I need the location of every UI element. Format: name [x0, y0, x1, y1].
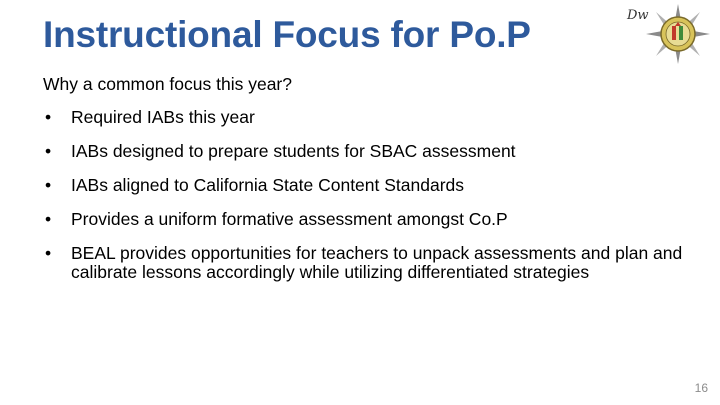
compass-rose-icon [624, 2, 718, 66]
bullet-text: IABs designed to prepare students for SBAC assessment [71, 141, 516, 161]
bullet-marker: • [45, 209, 52, 229]
bullet-marker: • [45, 243, 52, 263]
bullet-list [43, 108, 683, 297]
bullet-item [43, 176, 683, 195]
bullet-item [43, 244, 683, 282]
bullet-text: IABs aligned to California State Content Standards [71, 175, 465, 195]
bullet-marker: • [45, 107, 52, 127]
bullet-item [43, 210, 683, 229]
bullet-marker: • [45, 141, 52, 161]
bullet-text: Required IABs this year [71, 107, 255, 127]
page-number: 16 [694, 381, 708, 395]
district-logo [624, 2, 718, 66]
logo-text: Dw [627, 8, 649, 23]
bullet-marker: • [45, 175, 52, 195]
slide-subtitle: Why a common focus this year? [43, 74, 292, 94]
bullet-text: BEAL provides opportunities for teachers to unpack assessments and plan and calibrate lessons accordingly while utilizing differentiated strategies [71, 243, 683, 282]
bullet-item [43, 142, 683, 161]
slide-title: Instructional Focus for Po.P [43, 14, 531, 55]
bullet-text: Provides a uniform formative assessment amongst Co.P [71, 209, 508, 229]
bullet-item [43, 108, 683, 127]
